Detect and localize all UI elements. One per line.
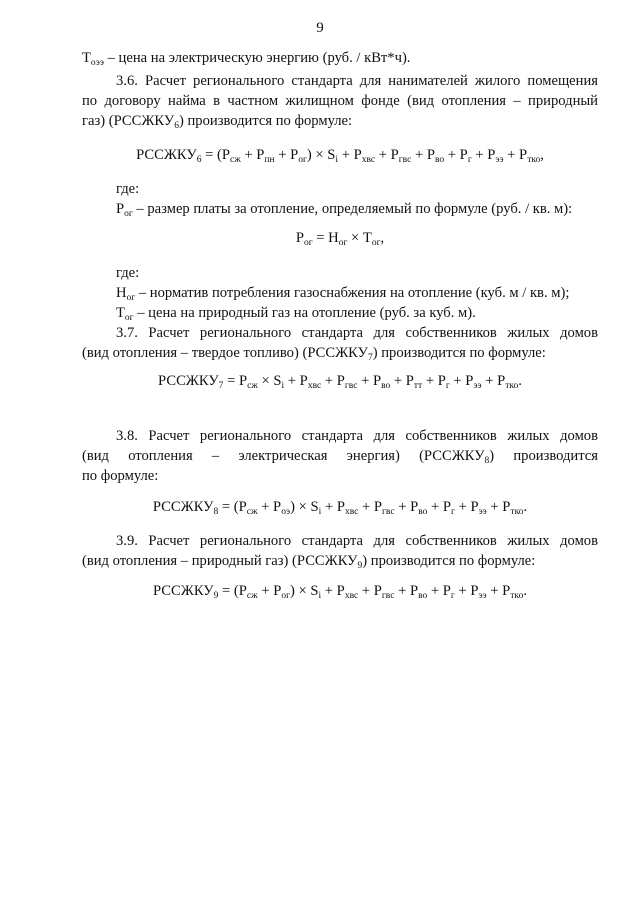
section-3-6-line-2: по договору найма в частном жилищном фонде (вид отопления – природный: [82, 93, 598, 109]
section-3-6-line-3: газ) $(РССЖКУ_6)$ производится по формуле:: [82, 113, 353, 131]
section-3-8-line-3: по формуле:: [82, 468, 159, 484]
section-3-7-line-1: 3.7. Расчет регионального стандарта для собственников жилых домов: [116, 325, 598, 341]
page-number: 9: [316, 20, 324, 36]
definition-nog: $Н_{ог}$ – норматив потребления газоснабжения на отопление (куб. м / кв. м);: [116, 285, 570, 303]
definition-rog: $Р_{ог}$ – размер платы за отопление, определяемый по формуле (руб. / кв. м):: [116, 201, 573, 219]
section-3-7-line-2: (вид отопления – твердое топливо) $(РССЖКУ_7)$ производится по формуле:: [82, 345, 546, 363]
where-label-1: где:: [116, 181, 140, 197]
formula-rsszhku-9: $РССЖКУ_9 = (Р_{сж} + Р_{ог}) \times S_i + Р_{хвс} + Р_{гвс} + Р_{во} + Р_г + Р_{ээ} + Р_{тко}$.: [153, 583, 527, 601]
formula-rog: $Р_{ог} = Н_{ог} \times Т_{ог}$,: [295, 230, 385, 248]
section-3-6-line-1: 3.6. Расчет регионального стандарта для нанимателей жилого помещения: [116, 73, 598, 89]
formula-rsszhku-7: $РССЖКУ_7 = Р_{сж} \times S_i + Р_{хвс} + Р_{гвс} + Р_{во} + Р_{тт} + Р_г + Р_{ээ} + Р_{тко}$.: [158, 373, 522, 391]
formula-rsszhku-6: $РССЖКУ_6 = (Р_{сж} + Р_{пн} + Р_{ог}) \times S_i + Р_{хвс} + Р_{гвс} + Р_{во} + Р_г + Р_{ээ} + Р_{тко}$,: [136, 147, 544, 165]
where-label-2: где:: [116, 265, 140, 281]
section-3-9-line-2: (вид отопления – природный газ) $(РССЖКУ_9)$ производится по формуле:: [82, 553, 536, 571]
formula-rsszhku-8: $РССЖКУ_8 = (Р_{сж} + Р_{оэ}) \times S_i + Р_{хвс} + Р_{гвс} + Р_{во} + Р_г + Р_{ээ} + Р_{тко}$.: [152, 499, 528, 517]
definition-tog: $Т_{ог}$ – цена на природный газ на отопление (руб. за куб. м).: [116, 305, 476, 323]
section-3-8-line-2: (вид отопления – электрическая энергия) $(РССЖКУ_8)$ производится: [82, 448, 598, 466]
section-3-8-line-1: 3.8. Расчет регионального стандарта для собственников жилых домов: [116, 428, 598, 444]
section-3-9-line-1: 3.9. Расчет регионального стандарта для собственников жилых домов: [116, 533, 598, 549]
definition-toee: $Т_{оээ}$ – цена на электрическую энергию (руб. / кВт*ч).: [82, 50, 411, 68]
